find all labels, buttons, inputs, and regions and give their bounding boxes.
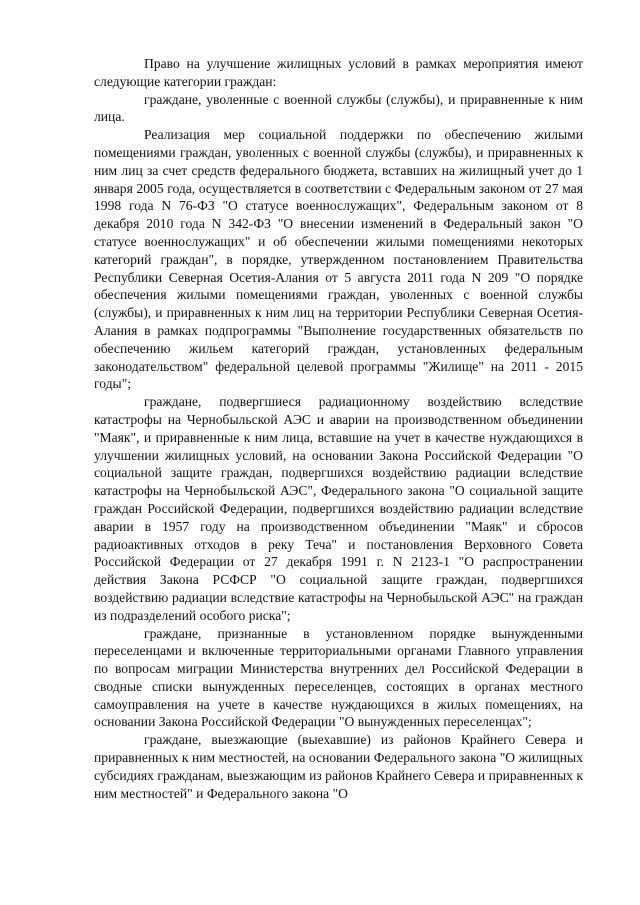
paragraph-north-category: граждане, выезжающие (выехавшие) из районов Крайнего Севера и приравненных к ним местностей, на основании Федерального закона "О жилищных субсидиях гражданам, выезжающим из районов Крайнего Севера и приравненных к ним местностей" и Федерального закона "О — [94, 732, 583, 801]
paragraph-military-implementation: Реализация мер социальной поддержки по обеспечению жилыми помещениями граждан, уволенных с военной службы (службы), и приравненных к ним лиц за счет средств федерального бюджета, вставших на жилищный учет до 1 января 2005 года, осуществляется в соответствии с Федеральным законом от 27 мая 1998 года N 76-ФЗ "О статусе военнослужащих", Федеральным законом от 8 декабря 2010 года N 342-ФЗ "О внесении изменений в Федеральный закон "О статусе военнослужащих" и об обеспечении жилыми помещениями некоторых категорий граждан", в порядке, утвержденном постановлением Правительства Республики Северная Осетия-Алания от 5 августа 2011 года N 209 "О порядке обеспечения жилыми помещениями граждан, уволенных с военной службы (службы), и приравненных к ним лиц на территории Республики Северная Осетия-Алания в рамках подпрограммы "Выполнение государственных обязательств по обеспечению жильем категорий граждан, установленных федеральным законодательством" федеральной целевой программы "Жилище" на 2011 - 2015 годы"; — [94, 127, 583, 392]
paragraph-military-category: граждане, уволенные с военной службы (службы), и приравненные к ним лица. — [94, 91, 583, 125]
paragraph-radiation-category: граждане, подвергшиеся радиационному воздействию вследствие катастрофы на Чернобыльской АЭС и аварии на производственном объединении "Маяк", и приравненные к ним лица, вставшие на учет в качестве нуждающихся в улучшении жилищных условий, на основании Закона Российской Федерации "О социальной защите граждан, подвергшихся воздействию радиации вследствие катастрофы на Чернобыльской АЭС", Федерального закона "О социальной защите граждан Российской Федерации, подвергшихся воздействию радиации вследствие аварии в 1957 году на производственном объединении "Маяк" и сбросов радиоактивных отходов в реку Теча" и постановления Верховного Совета Российской Федерации от 27 декабря 1991 г. N 2123-1 "О распространении действия Закона РСФСР "О социальной защите граждан, подвергшихся воздействию радиации вследствие катастрофы на Чернобыльской АЭС" на граждан из подразделений особого риска"; — [94, 394, 583, 623]
document-body — [94, 55, 583, 802]
paragraph-intro: Право на улучшение жилищных условий в рамках мероприятия имеют следующие категории граждан: — [94, 56, 583, 89]
paragraph-migrants-category: граждане, признанные в установленном порядке вынужденными переселенцами и включенные территориальными органами Главного управления по вопросам миграции Министерства внутренних дел Российской Федерации в сводные списки вынужденных переселенцев, состоящих в органах местного самоуправления на учете в качестве нуждающихся в жилых помещениях, на основании Закона Российской Федерации "О вынужденных переселенцах"; — [94, 625, 583, 730]
